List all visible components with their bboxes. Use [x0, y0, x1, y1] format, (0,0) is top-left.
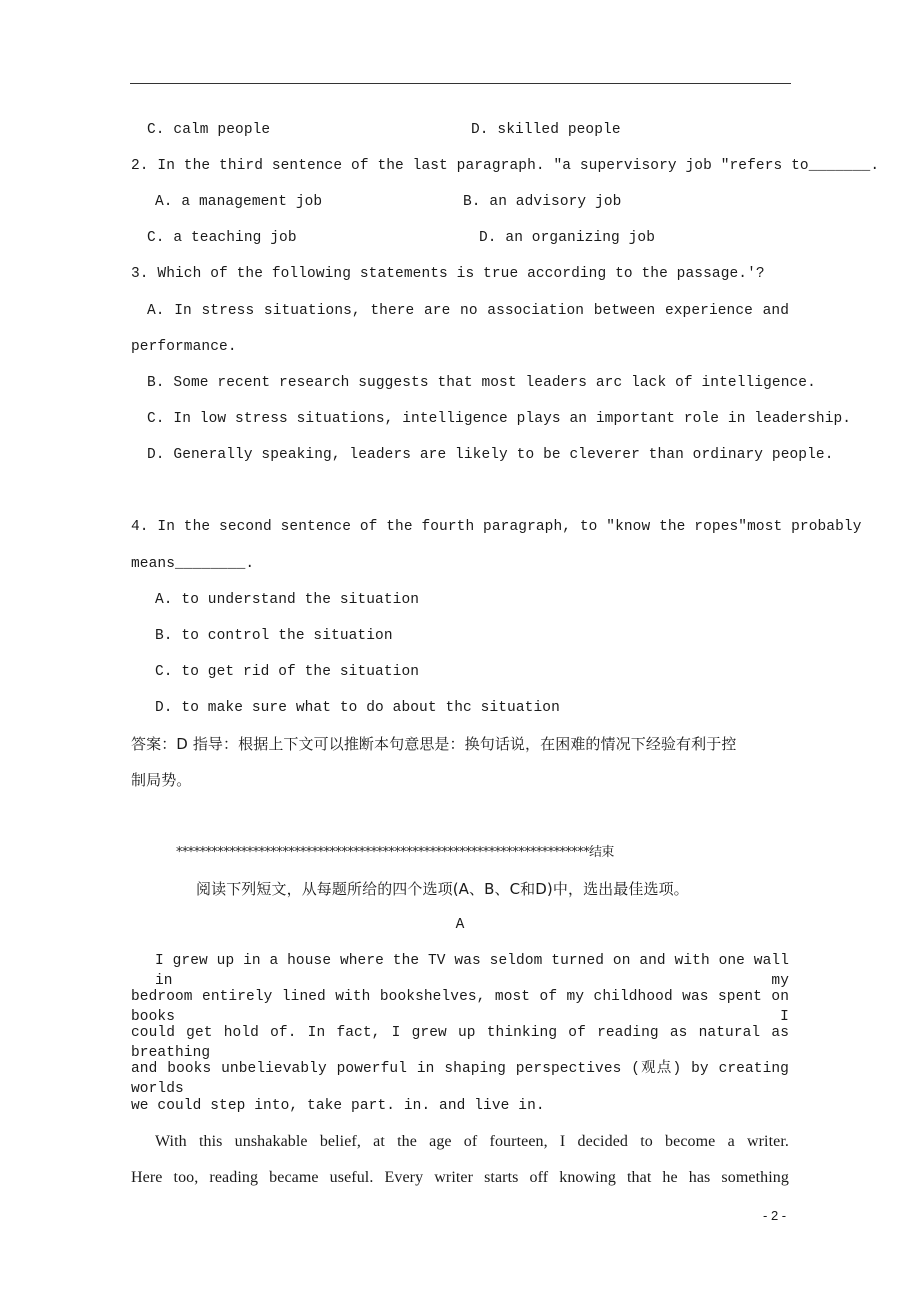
q4-option-b: B. to control the situation: [155, 628, 393, 644]
page-number: - 2 -: [763, 1208, 787, 1223]
q2-stem: 2. In the third sentence of the last paragraph. ″a supervisory job ″refers to_______.: [131, 158, 880, 174]
q4-option-c: C. to get rid of the situation: [155, 664, 420, 680]
q2-option-d: D. an organizing job: [479, 230, 656, 246]
q2-option-b: B. an advisory job: [463, 194, 622, 210]
passage-p1-line2: bedroom entirely lined with bookshelves, most of my childhood was spent on books I: [131, 989, 789, 1025]
q4-stem-line2: means________.: [131, 556, 255, 572]
q1-option-c: C. calm people: [147, 122, 271, 138]
q2-option-c: C. a teaching job: [147, 230, 297, 246]
q4-answer-line2: 制局势。: [131, 771, 192, 789]
passage-p1-line3: could get hold of. In fact, I grew up thinking of reading as natural as breathing: [131, 1025, 789, 1061]
passage-p1-line4: and books unbelievably powerful in shaping perspectives (观点) by creating worlds: [131, 1061, 789, 1097]
q3-option-a-line1: A. In stress situations, there are no association between experience and: [147, 303, 789, 319]
q3-option-c: C. In low stress situations, intelligence plays an important role in leadership.: [147, 411, 852, 427]
reading-instructions: 阅读下列短文，从每题所给的四个选项(A、B、C和D)中，选出最佳选项。: [196, 880, 689, 898]
q3-stem: 3. Which of the following statements is true according to the passage.'?: [131, 266, 765, 282]
q2-option-a: A. a management job: [155, 194, 323, 210]
q4-answer-line1: 答案：D 指导：根据上下文可以推断本句意思是：换句话说，在困难的情况下经验有利于控: [131, 735, 737, 753]
passage-p1-line1: I grew up in a house where the TV was seldom turned on and with one wall in my: [155, 953, 789, 989]
section-end-separator: **********************************************************************结束: [176, 845, 614, 860]
q1-option-d: D. skilled people: [471, 122, 621, 138]
q4-option-a: A. to understand the situation: [155, 592, 420, 608]
q4-option-d: D. to make sure what to do about thc situation: [155, 700, 560, 716]
q3-option-a-line2: performance.: [131, 339, 237, 355]
passage-p1-line5: we could step into, take part. in. and live in.: [131, 1098, 545, 1114]
header-rule: [130, 83, 791, 84]
passage-p2-line2: Here too, reading became useful. Every writer starts off knowing that he has something: [131, 1169, 789, 1186]
passage-label: A: [455, 917, 465, 933]
q3-option-d: D. Generally speaking, leaders are likely to be cleverer than ordinary people.: [147, 447, 834, 463]
q3-option-b: B. Some recent research suggests that most leaders arc lack of intelligence.: [147, 375, 816, 391]
passage-p2-line1: With this unshakable belief, at the age of fourteen, I decided to become a writer.: [155, 1133, 789, 1150]
q4-stem-line1: 4. In the second sentence of the fourth paragraph, to ″know the ropes″most probably: [131, 519, 862, 535]
